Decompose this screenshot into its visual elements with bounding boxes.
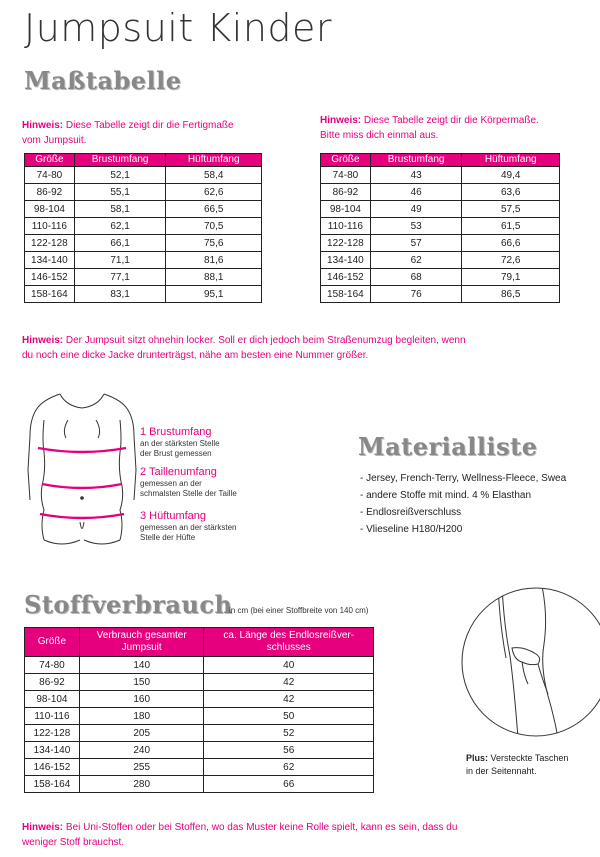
table-row xyxy=(25,286,262,303)
table-cell: 66 xyxy=(204,776,374,793)
table-header: Hüftumfang xyxy=(166,154,262,167)
table-cell: 71,1 xyxy=(74,252,166,269)
koerpermasse-table xyxy=(320,153,560,303)
table-cell: 240 xyxy=(79,742,204,759)
table-header: Brustumfang xyxy=(370,154,462,167)
table-cell: 68 xyxy=(370,269,462,286)
table-cell: 76 xyxy=(370,286,462,303)
materialliste-heading: Materialliste xyxy=(358,432,538,461)
table-cell: 50 xyxy=(204,708,374,725)
table-cell: 122-128 xyxy=(25,725,80,742)
table-row xyxy=(25,235,262,252)
list-item: - Jersey, French-Terry, Wellness-Fleece, Swea xyxy=(360,473,567,484)
masstabelle-heading: Maßtabelle xyxy=(24,66,182,95)
table-cell: 86-92 xyxy=(25,674,80,691)
note-label: Hinweis: xyxy=(22,120,64,131)
note-text: vom Jumpsuit. xyxy=(22,135,87,146)
table-header: Verbrauch gesamter Jumpsuit xyxy=(79,628,204,657)
list-item: - Endlosreißverschluss xyxy=(360,507,462,518)
table-row xyxy=(25,776,374,793)
table-cell: 158-164 xyxy=(25,776,80,793)
list-item: - andere Stoffe mit mind. 4 % Elasthan xyxy=(360,490,532,501)
table-cell: 55,1 xyxy=(74,184,166,201)
legend-title: 1 Brustumfang xyxy=(140,426,212,438)
note-text: Diese Tabelle zeigt dir die Körpermaße. xyxy=(361,115,539,126)
note-text: weniger Stoff brauchst. xyxy=(22,837,125,848)
table-cell: 52 xyxy=(204,725,374,742)
pocket-illustration xyxy=(452,586,600,738)
table-cell: 122-128 xyxy=(321,235,371,252)
table-cell: 146-152 xyxy=(25,269,75,286)
note-label: Hinweis: xyxy=(22,822,64,833)
table-cell: 43 xyxy=(370,167,462,184)
table-cell: 77,1 xyxy=(74,269,166,286)
material-list xyxy=(360,470,566,538)
table-row xyxy=(321,218,560,235)
table-cell: 180 xyxy=(79,708,204,725)
table-row xyxy=(25,269,262,286)
table-cell: 74-80 xyxy=(25,657,80,674)
table-cell: 62,1 xyxy=(74,218,166,235)
list-item: - Vlieseline H180/H200 xyxy=(360,524,463,535)
note-text: Der Jumpsuit sitzt ohnehin locker. Soll er dich jedoch beim Straßenumzug begleiten, wenn xyxy=(63,335,466,346)
fertigmasse-table xyxy=(24,153,262,303)
table-cell: 75,6 xyxy=(166,235,262,252)
stoffverbrauch-subtitle: in cm (bei einer Stoffbreite von 140 cm) xyxy=(229,606,369,615)
table-row xyxy=(25,759,374,776)
note-text: Versteckte Taschen xyxy=(488,753,569,763)
stoffverbrauch-heading: Stoffverbrauch xyxy=(24,590,233,619)
table-cell: 46 xyxy=(370,184,462,201)
table-cell: 49,4 xyxy=(462,167,560,184)
table-cell: 150 xyxy=(79,674,204,691)
table-cell: 98-104 xyxy=(321,201,371,218)
table-row xyxy=(321,252,560,269)
pocket-note xyxy=(466,752,568,778)
table-row xyxy=(25,742,374,759)
note-label: Plus: xyxy=(466,753,489,763)
table-cell: 83,1 xyxy=(74,286,166,303)
groesse-note xyxy=(22,333,592,363)
table-cell: 58,4 xyxy=(166,167,262,184)
stoff-note xyxy=(22,820,592,850)
table-cell: 79,1 xyxy=(462,269,560,286)
table-cell: 70,5 xyxy=(166,218,262,235)
table-row xyxy=(321,201,560,218)
table-cell: 134-140 xyxy=(25,252,75,269)
table-row xyxy=(25,657,374,674)
table-cell: 42 xyxy=(204,674,374,691)
table-cell: 110-116 xyxy=(25,218,75,235)
table-cell: 66,5 xyxy=(166,201,262,218)
table-cell: 98-104 xyxy=(25,691,80,708)
table-cell: 95,1 xyxy=(166,286,262,303)
table-cell: 205 xyxy=(79,725,204,742)
table-cell: 61,5 xyxy=(462,218,560,235)
note-text: Diese Tabelle zeigt dir die Fertigmaße xyxy=(63,120,234,131)
legend-text: der Brust gemessen xyxy=(140,449,212,458)
legend-text: schmalsten Stelle der Taille xyxy=(140,489,237,498)
koerpermasse-note xyxy=(320,113,539,143)
table-cell: 88,1 xyxy=(166,269,262,286)
table-header: Größe xyxy=(25,628,80,657)
table-cell: 42 xyxy=(204,691,374,708)
table-cell: 62 xyxy=(370,252,462,269)
table-cell: 158-164 xyxy=(321,286,371,303)
table-cell: 63,6 xyxy=(462,184,560,201)
table-cell: 81,6 xyxy=(166,252,262,269)
table-cell: 255 xyxy=(79,759,204,776)
table-cell: 72,6 xyxy=(462,252,560,269)
table-cell: 134-140 xyxy=(321,252,371,269)
table-cell: 86-92 xyxy=(25,184,75,201)
table-cell: 52,1 xyxy=(74,167,166,184)
table-row xyxy=(25,218,262,235)
table-cell: 146-152 xyxy=(25,759,80,776)
table-row xyxy=(321,235,560,252)
table-cell: 146-152 xyxy=(321,269,371,286)
table-cell: 53 xyxy=(370,218,462,235)
legend-text: an der stärksten Stelle xyxy=(140,439,220,448)
legend-title: 3 Hüftumfang xyxy=(140,510,207,522)
table-cell: 122-128 xyxy=(25,235,75,252)
table-cell: 58,1 xyxy=(74,201,166,218)
table-row xyxy=(321,286,560,303)
table-row xyxy=(25,201,262,218)
page-title: Jumpsuit Kinder xyxy=(24,6,333,50)
table-cell: 160 xyxy=(79,691,204,708)
table-cell: 74-80 xyxy=(321,167,371,184)
table-row xyxy=(25,674,374,691)
table-cell: 86,5 xyxy=(462,286,560,303)
table-row xyxy=(25,708,374,725)
legend-taillenumfang xyxy=(140,465,237,499)
table-cell: 66,6 xyxy=(462,235,560,252)
table-header: ca. Länge des Endlosreißver-schlusses xyxy=(204,628,374,657)
note-text: du noch eine dicke Jacke drunterträgst, nähe am besten eine Nummer größer. xyxy=(22,350,369,361)
table-cell: 134-140 xyxy=(25,742,80,759)
table-cell: 57 xyxy=(370,235,462,252)
table-row xyxy=(25,725,374,742)
note-text: Bitte miss dich einmal aus. xyxy=(320,130,439,141)
table-cell: 49 xyxy=(370,201,462,218)
table-cell: 110-116 xyxy=(321,218,371,235)
table-cell: 66,1 xyxy=(74,235,166,252)
table-cell: 140 xyxy=(79,657,204,674)
legend-hueftumfang xyxy=(140,509,237,543)
table-cell: 62 xyxy=(204,759,374,776)
stoffverbrauch-table xyxy=(24,627,374,793)
table-row xyxy=(25,691,374,708)
legend-brustumfang xyxy=(140,425,220,459)
table-row xyxy=(25,184,262,201)
table-cell: 98-104 xyxy=(25,201,75,218)
note-text: Bei Uni-Stoffen oder bei Stoffen, wo das Muster keine Rolle spielt, kann es sein, dass du xyxy=(63,822,458,833)
table-row xyxy=(321,184,560,201)
table-cell: 40 xyxy=(204,657,374,674)
legend-text: gemessen an der xyxy=(140,479,202,488)
table-row xyxy=(321,269,560,286)
legend-title: 2 Taillenumfang xyxy=(140,466,217,478)
legend-text: gemessen an der stärksten xyxy=(140,523,237,532)
table-header: Hüftumfang xyxy=(462,154,560,167)
table-header: Größe xyxy=(321,154,371,167)
table-cell: 56 xyxy=(204,742,374,759)
table-row xyxy=(321,167,560,184)
note-label: Hinweis: xyxy=(22,335,64,346)
table-header: Größe xyxy=(25,154,75,167)
table-cell: 62,6 xyxy=(166,184,262,201)
table-cell: 57,5 xyxy=(462,201,560,218)
legend-text: Stelle der Hüfte xyxy=(140,533,196,542)
table-cell: 74-80 xyxy=(25,167,75,184)
table-row xyxy=(25,252,262,269)
fertigmasse-note xyxy=(22,118,234,148)
note-label: Hinweis: xyxy=(320,115,362,126)
body-measurement-illustration xyxy=(22,390,142,560)
table-cell: 280 xyxy=(79,776,204,793)
table-cell: 158-164 xyxy=(25,286,75,303)
table-cell: 110-116 xyxy=(25,708,80,725)
table-row xyxy=(25,167,262,184)
note-text: in der Seitennaht. xyxy=(466,766,537,776)
table-header: Brustumfang xyxy=(74,154,166,167)
table-cell: 86-92 xyxy=(321,184,371,201)
